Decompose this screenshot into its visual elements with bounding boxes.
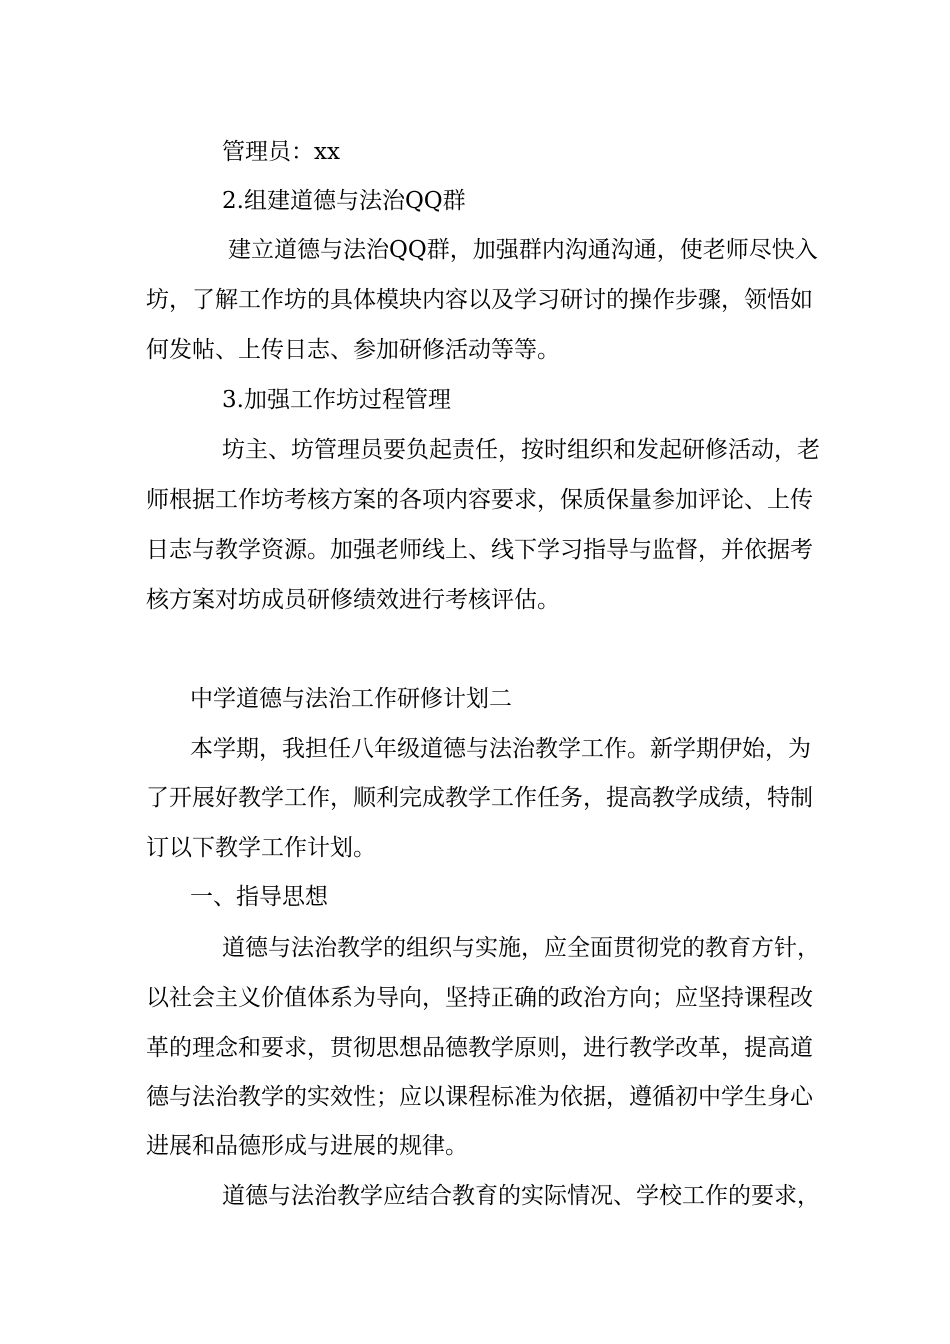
paragraph-line: 核方案对坊成员研修绩效进行考核评估。: [146, 587, 560, 613]
section-heading-guiding-ideology: 一、指导思想: [190, 884, 328, 910]
paragraph-line: 本学期，我担任八年级道德与法治教学工作。新学期伊始，为: [190, 736, 811, 762]
paragraph-line: 师根据工作坊考核方案的各项内容要求，保质保量参加评论、上传: [146, 487, 813, 513]
paragraph-line: 道德与法治教学的组织与实施，应全面贯彻党的教育方针，: [222, 935, 820, 961]
paragraph-line: 坊主、坊管理员要负起责任，按时组织和发起研修活动，老: [222, 437, 820, 463]
paragraph-line: 建立道德与法治QQ群，加强群内沟通沟通，使老师尽快入: [228, 237, 818, 263]
paragraph-line: 进展和品德形成与进展的规律。: [146, 1133, 468, 1159]
paragraph-line: 以社会主义价值体系为导向，坚持正确的政治方向；应坚持课程改: [146, 985, 813, 1011]
section-heading-qq-group: 2.组建道德与法治QQ群: [222, 188, 466, 214]
admin-line: 管理员：xx: [222, 139, 340, 165]
document-title-plan-two: 中学道德与法治工作研修计划二: [190, 686, 512, 712]
paragraph-line: 订以下教学工作计划。: [146, 835, 376, 861]
paragraph-line: 日志与教学资源。加强老师线上、线下学习指导与监督，并依据考: [146, 537, 813, 563]
paragraph-line: 坊，了解工作坊的具体模块内容以及学习研讨的操作步骤，领悟如: [146, 287, 813, 313]
paragraph-line: 何发帖、上传日志、参加研修活动等等。: [146, 337, 560, 363]
paragraph-line: 革的理念和要求，贯彻思想品德教学原则，进行教学改革，提高道: [146, 1035, 813, 1061]
paragraph-line: 了开展好教学工作，顺利完成教学工作任务，提高教学成绩，特制: [146, 785, 813, 811]
paragraph-line: 德与法治教学的实效性；应以课程标准为依据，遵循初中学生身心: [146, 1084, 813, 1110]
paragraph-line: 道德与法治教学应结合教育的实际情况、学校工作的要求，: [222, 1183, 820, 1209]
section-heading-process-management: 3.加强工作坊过程管理: [222, 387, 451, 413]
